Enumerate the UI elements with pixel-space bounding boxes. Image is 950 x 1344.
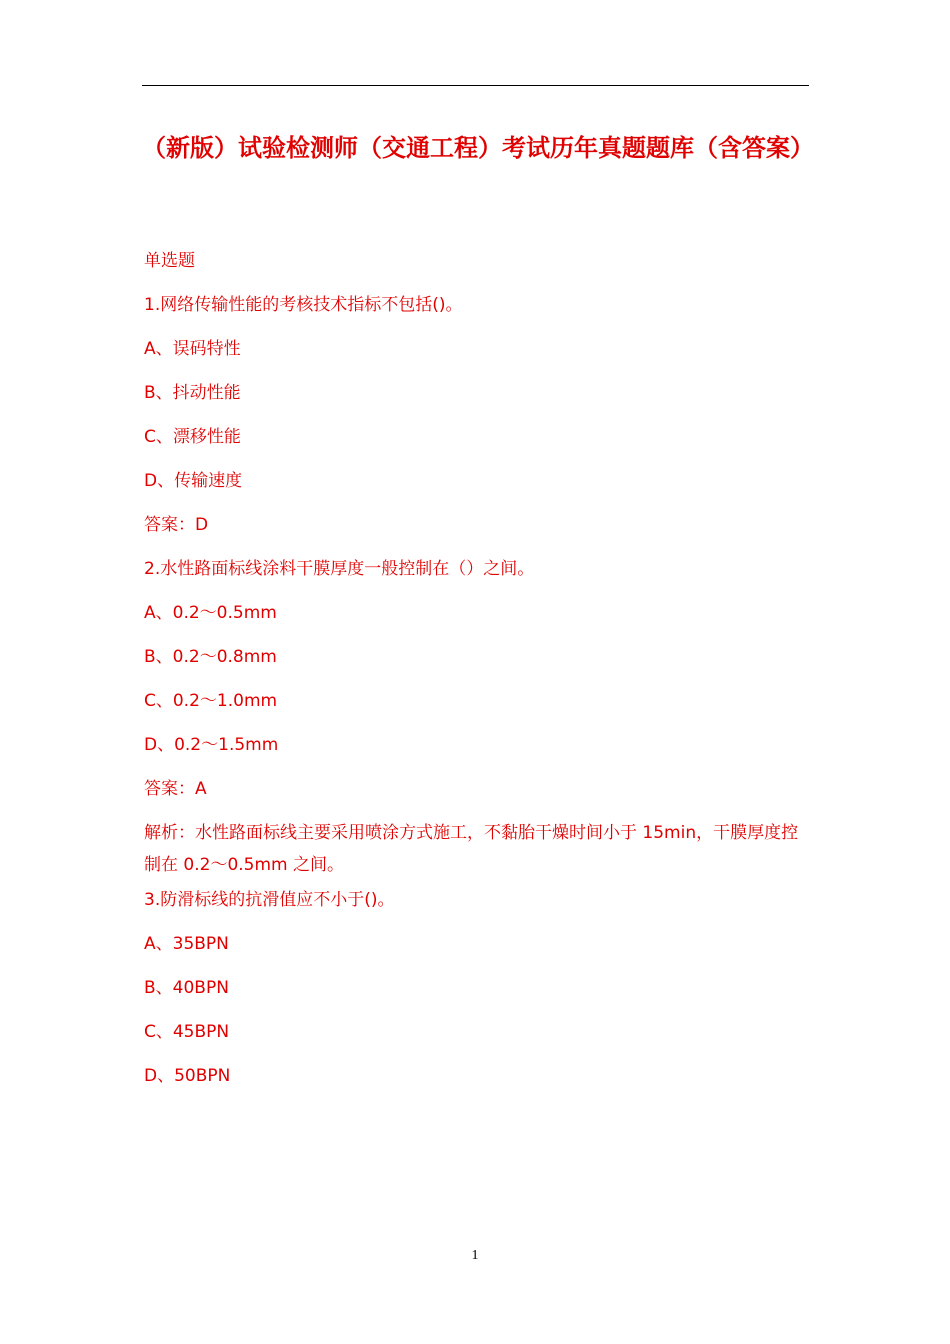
answer-line: 答案：A (144, 779, 207, 799)
page-number: 1 (471, 1248, 479, 1263)
option-a: A、0.2～0.5mm (144, 603, 277, 623)
header-rule (142, 85, 809, 86)
question-stem: 1.网络传输性能的考核技术指标不包括()。 (144, 295, 463, 315)
section-heading: 单选题 (144, 251, 195, 271)
option-b: B、0.2～0.8mm (144, 647, 277, 667)
option-d: D、0.2～1.5mm (144, 735, 279, 755)
option-d: D、传输速度 (144, 471, 243, 491)
option-b: B、抖动性能 (144, 383, 241, 403)
question-stem: 3.防滑标线的抗滑值应不小于()。 (144, 890, 395, 910)
explanation-paragraph: 解析：水性路面标线主要采用喷涂方式施工，不黏胎干燥时间小于 15min，干膜厚度控制在 0.2～0.5mm 之间。 (144, 823, 799, 875)
option-a: A、35BPN (144, 934, 229, 954)
option-c: C、45BPN (144, 1022, 230, 1042)
option-c: C、漂移性能 (144, 427, 241, 447)
document-title: （新版）试验检测师（交通工程）考试历年真题题库（含答案） (142, 134, 814, 162)
option-a: A、误码特性 (144, 339, 241, 359)
option-b: B、40BPN (144, 978, 229, 998)
option-d: D、50BPN (144, 1066, 231, 1086)
document-body (144, 248, 808, 1107)
answer-line: 答案：D (144, 515, 209, 535)
option-c: C、0.2～1.0mm (144, 691, 278, 711)
question-stem: 2.水性路面标线涂料干膜厚度一般控制在（）之间。 (144, 559, 535, 579)
